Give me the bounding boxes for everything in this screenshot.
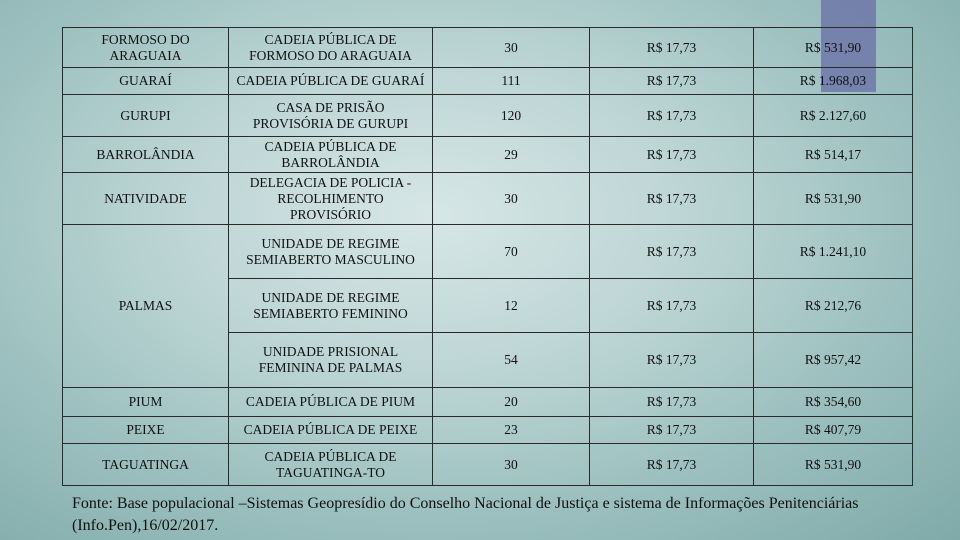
- total-cell: R$ 957,42: [754, 333, 913, 388]
- rate-cell: R$ 17,73: [590, 28, 754, 68]
- city-cell: BARROLÂNDIA: [63, 137, 229, 173]
- unit-cell: CASA DE PRISÃO PROVISÓRIA DE GURUPI: [229, 95, 433, 137]
- unit-cell: CADEIA PÚBLICA DE PIUM: [229, 388, 433, 417]
- rate-cell: R$ 17,73: [590, 225, 754, 279]
- table-row: [63, 444, 913, 486]
- table-row: [63, 68, 913, 95]
- population-cell: 23: [433, 417, 590, 444]
- city-cell: FORMOSO DO ARAGUAIA: [63, 28, 229, 68]
- total-cell: R$ 212,76: [754, 279, 913, 333]
- source-footnote: [72, 493, 912, 537]
- total-cell: R$ 1.241,10: [754, 225, 913, 279]
- population-cell: 30: [433, 444, 590, 486]
- rate-cell: R$ 17,73: [590, 173, 754, 225]
- rate-cell: R$ 17,73: [590, 95, 754, 137]
- table-row: [63, 28, 913, 68]
- source-text: : Base populacional –Sistemas Geopresídio do Conselho Nacional de Justiça e sistema de Informações Penitenciárias (Info.Pen),16/02/2017.: [72, 495, 859, 534]
- table-row: [63, 388, 913, 417]
- population-cell: 12: [433, 279, 590, 333]
- unit-cell: CADEIA PÚBLICA DE FORMOSO DO ARAGUAIA: [229, 28, 433, 68]
- unit-cell: CADEIA PÚBLICA DE BARROLÂNDIA: [229, 137, 433, 173]
- population-cell: 111: [433, 68, 590, 95]
- city-cell: NATIVIDADE: [63, 173, 229, 225]
- total-cell: R$ 407,79: [754, 417, 913, 444]
- unit-cell: UNIDADE DE REGIME SEMIABERTO FEMININO: [229, 279, 433, 333]
- population-cell: 70: [433, 225, 590, 279]
- city-cell: GURUPI: [63, 95, 229, 137]
- table-row: [63, 417, 913, 444]
- total-cell: R$ 2.127,60: [754, 95, 913, 137]
- total-cell: R$ 531,90: [754, 444, 913, 486]
- total-cell: R$ 514,17: [754, 137, 913, 173]
- total-cell: R$ 531,90: [754, 173, 913, 225]
- rate-cell: R$ 17,73: [590, 279, 754, 333]
- table-row: [63, 225, 913, 279]
- population-cell: 30: [433, 28, 590, 68]
- table-row: [63, 95, 913, 137]
- population-cell: 30: [433, 173, 590, 225]
- rate-cell: R$ 17,73: [590, 333, 754, 388]
- population-cell: 29: [433, 137, 590, 173]
- rate-cell: R$ 17,73: [590, 388, 754, 417]
- total-cell: R$ 531,90: [754, 28, 913, 68]
- prison-cost-table: [62, 27, 913, 486]
- population-cell: 120: [433, 95, 590, 137]
- total-cell: R$ 354,60: [754, 388, 913, 417]
- source-label: Fonte: [72, 495, 109, 512]
- population-cell: 20: [433, 388, 590, 417]
- total-cell: R$ 1.968,03: [754, 68, 913, 95]
- rate-cell: R$ 17,73: [590, 137, 754, 173]
- table-row: [63, 173, 913, 225]
- city-cell: PIUM: [63, 388, 229, 417]
- unit-cell: UNIDADE DE REGIME SEMIABERTO MASCULINO: [229, 225, 433, 279]
- unit-cell: CADEIA PÚBLICA DE GUARAÍ: [229, 68, 433, 95]
- city-cell: GUARAÍ: [63, 68, 229, 95]
- table-row: [63, 137, 913, 173]
- unit-cell: CADEIA PÚBLICA DE PEIXE: [229, 417, 433, 444]
- rate-cell: R$ 17,73: [590, 444, 754, 486]
- unit-cell: UNIDADE PRISIONAL FEMININA DE PALMAS: [229, 333, 433, 388]
- city-cell: [63, 225, 229, 388]
- unit-cell: DELEGACIA DE POLICIA - RECOLHIMENTO PROVISÓRIO: [229, 173, 433, 225]
- city-cell: PEIXE: [63, 417, 229, 444]
- population-cell: 54: [433, 333, 590, 388]
- rate-cell: R$ 17,73: [590, 68, 754, 95]
- city-cell-label: PALMAS: [118, 298, 173, 313]
- city-cell: TAGUATINGA: [63, 444, 229, 486]
- rate-cell: R$ 17,73: [590, 417, 754, 444]
- unit-cell: CADEIA PÚBLICA DE TAGUATINGA-TO: [229, 444, 433, 486]
